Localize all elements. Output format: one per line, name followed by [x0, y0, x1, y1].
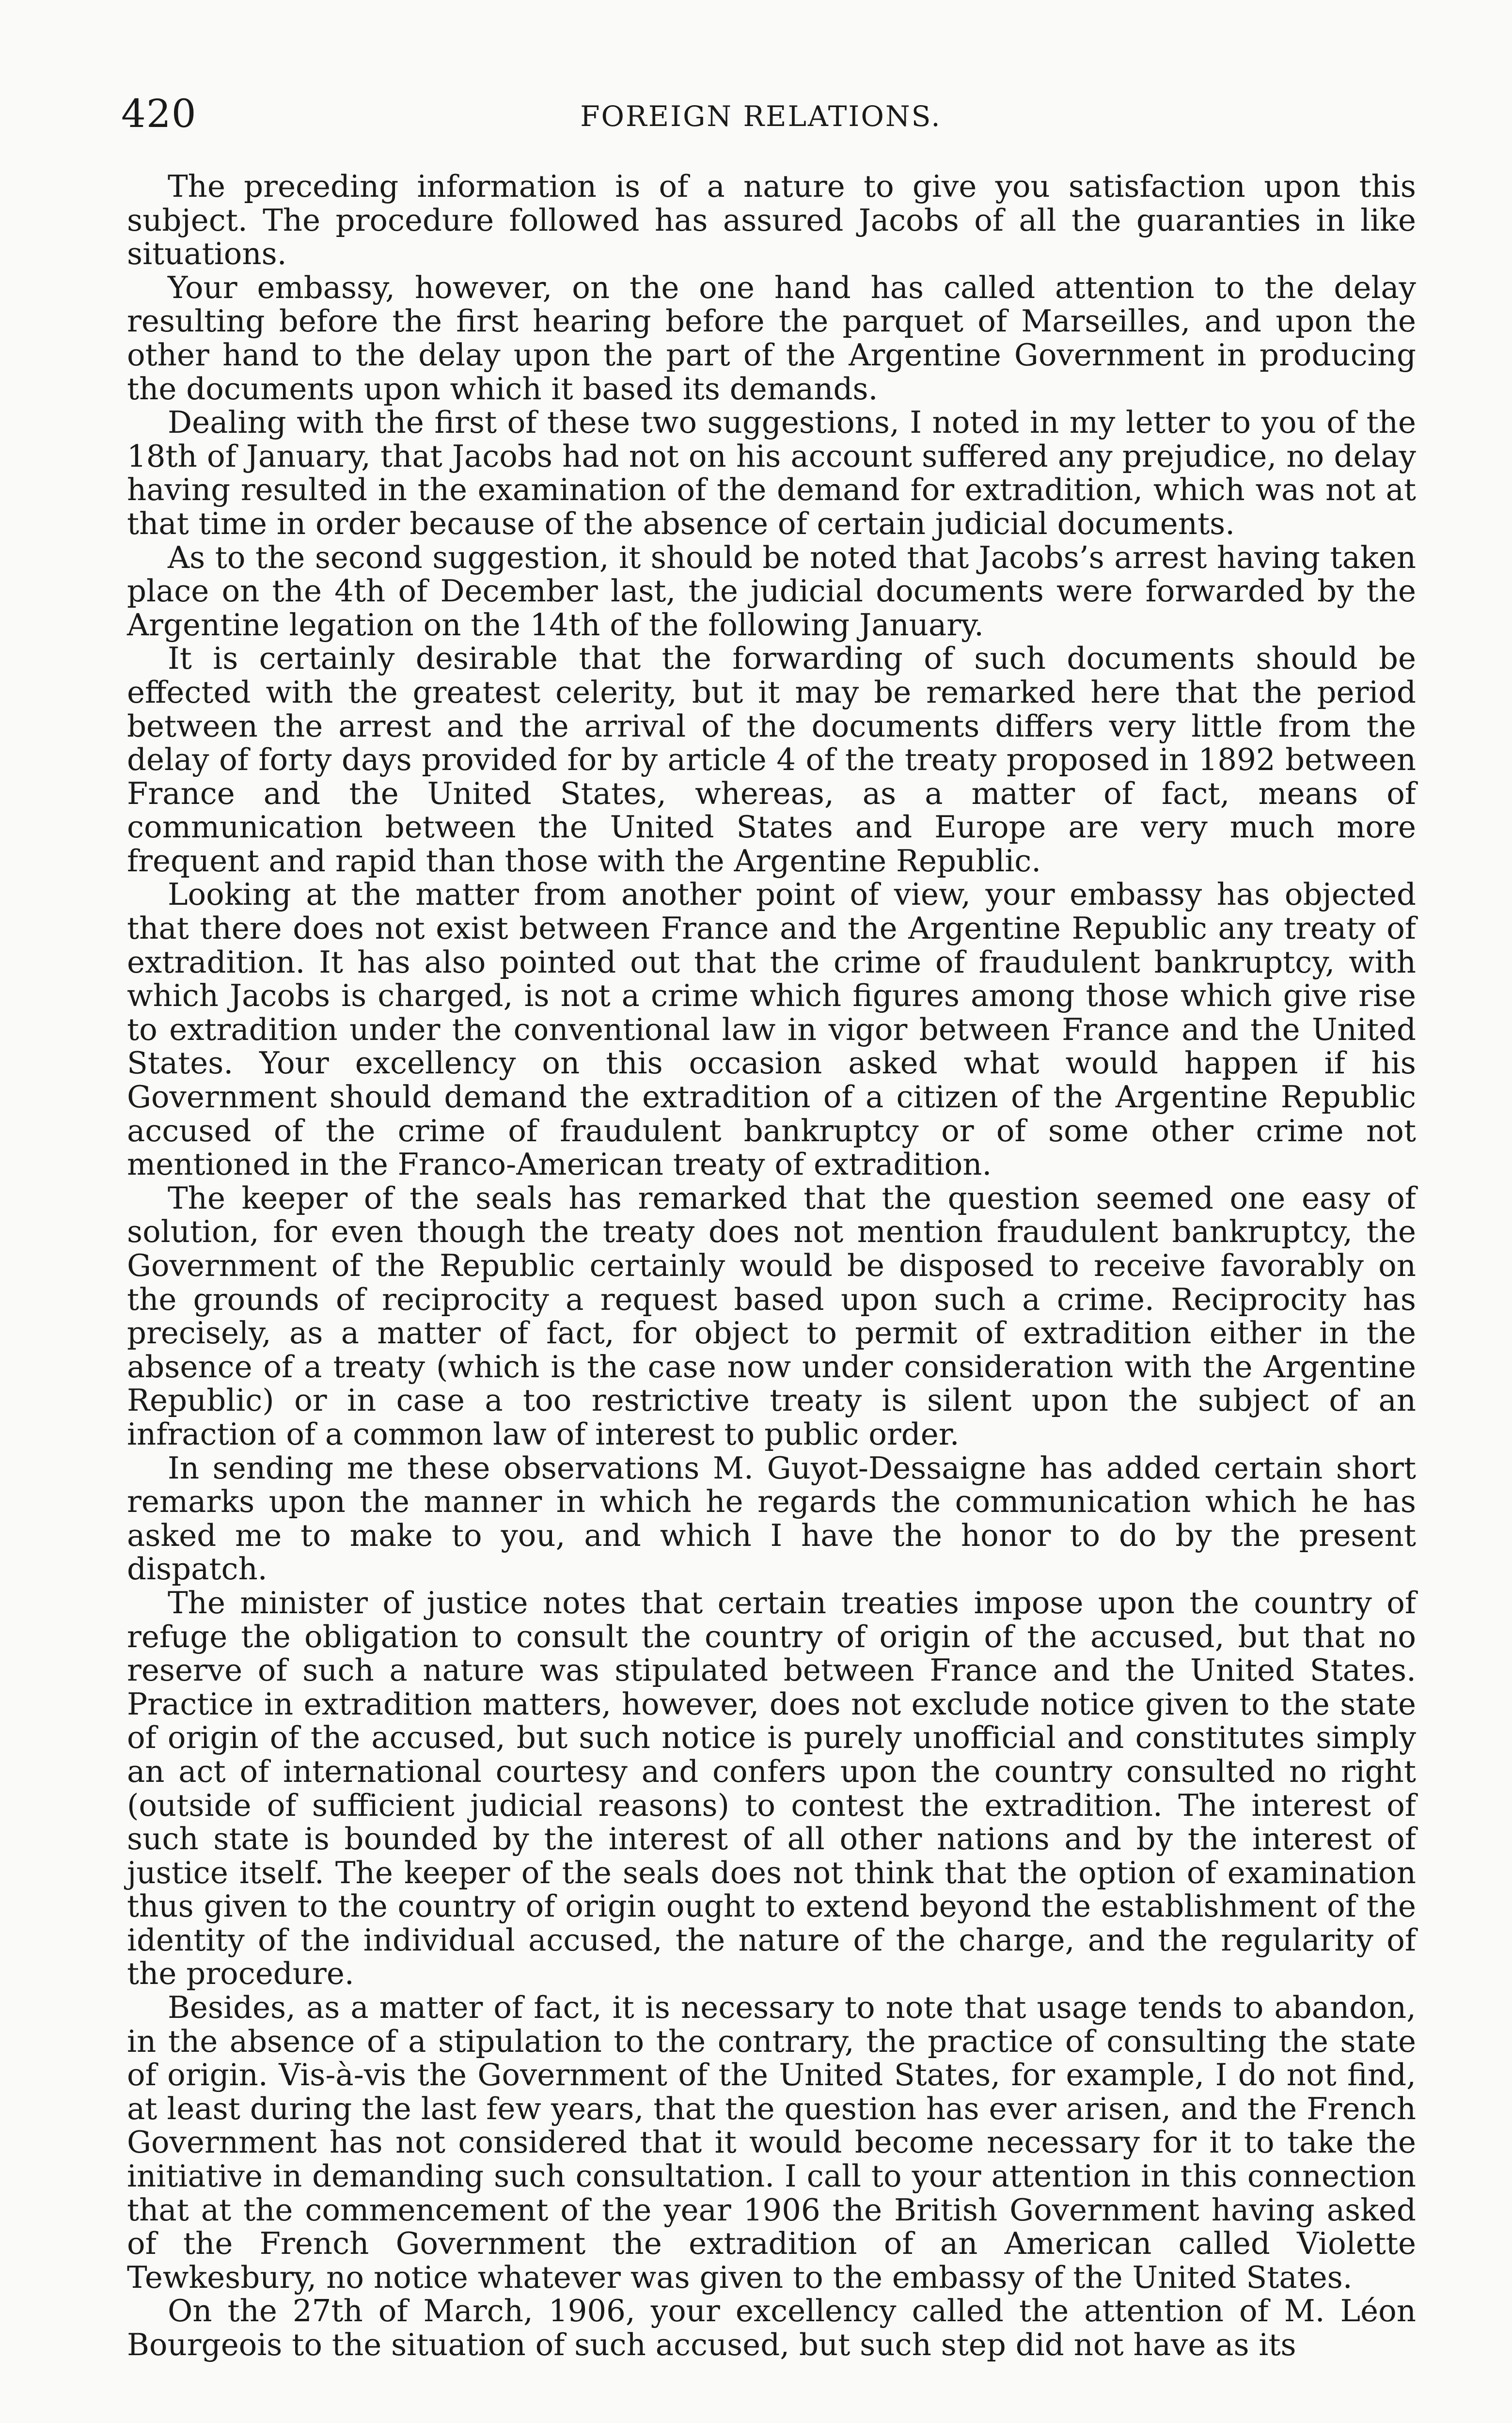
running-head: FOREIGN RELATIONS.	[580, 100, 942, 133]
paragraph-1: The preceding information is of a nature to give you satisfaction upon this subject. The procedure followed has assured Jacobs of all the guaranties in like situations.	[127, 169, 1416, 272]
page-header	[121, 87, 1401, 150]
paragraph-3: Dealing with the first of these two suggestions, I noted in my letter to you of the 18th of January, that Jacobs had not on his account suffered any prejudice, no delay having resulted in the examination of the demand for extradition, which was not at that time in order because of the absence of certain judicial documents.	[127, 405, 1416, 541]
paragraph-10: Besides, as a matter of fact, it is necessary to note that usage tends to abandon, in the absence of a stipulation to the contrary, the practice of consulting the state of origin. Vis-à-vis the Government of the United States, for example, I do not find, at least during the last few years, that the question has ever arisen, and the French Government has not considered that it would become necessary for it to take the initiative in demanding such consultation. I call to your attention in this connection that at the commencement of the year 1906 the British Government having asked of the French Government the extradition of an American called Violette Tewkesbury, no notice whatever was given to the embassy of the United States.	[127, 1990, 1416, 2295]
page-number: 420	[121, 91, 197, 136]
paragraph-7: The keeper of the seals has remarked that the question seemed one easy of solution, for even though the treaty does not mention fraudulent bankruptcy, the Government of the Republic certainly would be disposed to receive favorably on the grounds of reciprocity a request based upon such a crime. Reciprocity has precisely, as a matter of fact, for object to permit of extradition either in the absence of a treaty (which is the case now under consideration with the Argentine Republic) or in case a too restrictive treaty is silent upon the subject of an infraction of a common law of interest to public order.	[127, 1180, 1416, 1452]
body-text	[127, 170, 1416, 2362]
paragraph-4: As to the second suggestion, it should be noted that Jacobs’s arrest having taken place on the 4th of December last, the judicial documents were forwarded by the Argentine legation on the 14th of the following January.	[127, 539, 1416, 643]
paragraph-6: Looking at the matter from another point of view, your embassy has objected that there does not exist between France and the Argentine Republic any treaty of extradition. It has also pointed out that the crime of fraudulent bankruptcy, with which Jacobs is charged, is not a crime which figures among those which give rise to extradition under the conventional law in vigor between France and the United States. Your excellency on this occasion asked what would happen if his Government should demand the extradition of a citizen of the Argentine Republic accused of the crime of fraudulent bankruptcy or of some other crime not mentioned in the Franco-American treaty of extradition.	[127, 877, 1416, 1182]
paragraph-9: The minister of justice notes that certain treaties impose upon the country of refuge the obligation to consult the country of origin of the accused, but that no reserve of such a nature was stipulated between France and the United States. Practice in extradition matters, however, does not exclude notice given to the state of origin of the accused, but such notice is purely unofficial and constitutes simply an act of international courtesy and confers upon the country consulted no right (outside of sufficient judicial reasons) to contest the extradition. The interest of such state is bounded by the interest of all other nations and by the interest of justice itself. The keeper of the seals does not think that the option of examination thus given to the country of origin ought to extend beyond the establishment of the identity of the individual accused, the nature of the charge, and the regularity of the procedure.	[127, 1585, 1416, 1992]
paragraph-8: In sending me these observations M. Guyot-Dessaigne has added certain short remarks upon the manner in which he regards the communication which he has asked me to make to you, and which I have the honor to do by the present dispatch.	[127, 1450, 1416, 1587]
paragraph-11: On the 27th of March, 1906, your excellency called the attention of M. Léon Bourgeois to the situation of such accused, but such step did not have as its	[127, 2293, 1416, 2362]
paragraph-5: It is certainly desirable that the forwarding of such documents should be effected with the greatest celerity, but it may be remarked here that the period between the arrest and the arrival of the documents differs very little from the delay of forty days provided for by article 4 of the treaty proposed in 1892 between France and the United States, whereas, as a matter of fact, means of communication between the United States and Europe are very much more frequent and rapid than those with the Argentine Republic.	[127, 641, 1416, 879]
paragraph-2: Your embassy, however, on the one hand has called attention to the delay resulting before the first hearing before the parquet of Marseilles, and upon the other hand to the delay upon the part of the Argentine Government in producing the documents upon which it based its demands.	[127, 269, 1416, 407]
